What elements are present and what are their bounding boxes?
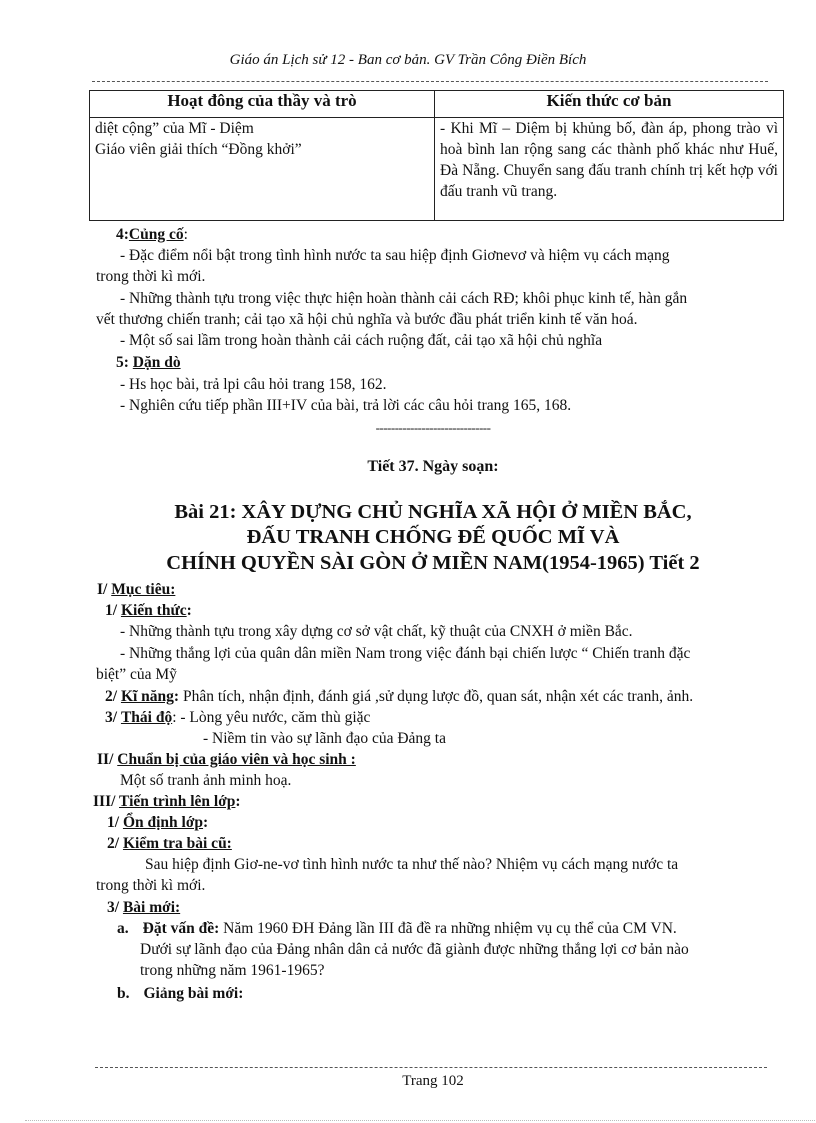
cung-co-item: - Một số sai lầm trong hoàn thành cải cách ruộng đất, cải tạo xã hội chủ nghĩa xyxy=(120,332,603,349)
dan-do-item: - Hs học bài, trả lpi câu hỏi trang 158, 162. xyxy=(120,376,387,393)
footer-rule xyxy=(95,1067,767,1068)
page-number: Trang 102 xyxy=(402,1073,464,1089)
cung-co-item: trong thời kì mới. xyxy=(96,268,206,285)
cung-co-item: - Những thành tựu trong việc thực hiện hoàn thành cải cách RĐ; khôi phục kinh tế, hàn gắn xyxy=(120,290,688,307)
col1-line: Giáo viên giải thích “Đồng khởi” xyxy=(95,141,302,158)
dan-do-item: - Nghiên cứu tiếp phần III+IV của bài, trả lời các câu hỏi trang 165, 168. xyxy=(120,397,572,414)
thai-do-line-2: - Niềm tin vào sự lãnh đạo của Đảng ta xyxy=(203,730,446,747)
lesson-table xyxy=(89,90,784,221)
section2-heading: II/ Chuẩn bị của giáo viên và học sinh : xyxy=(97,751,356,768)
dan-do-heading: 5: Dặn dò xyxy=(116,354,181,371)
cung-co-item: vết thương chiến tranh; cải tạo xã hội chủ nghĩa và bước đầu phát triển kinh tế văn hoá. xyxy=(96,311,638,328)
section-separator: ------------------------------ xyxy=(375,420,491,435)
kien-thuc-item: - Những thắng lợi của quân dân miền Nam trong việc đánh bại chiến lược “ Chiến tranh đặc xyxy=(120,645,691,662)
section3-heading: III/ Tiến trình lên lớp: xyxy=(93,793,241,810)
page-header: Giáo án Lịch sử 12 - Ban cơ bản. GV Trần Công Điền Bích xyxy=(229,52,587,68)
kiem-tra-line: Sau hiệp định Giơ-ne-vơ tình hình nước ta như thế nào? Nhiệm vụ cách mạng nước ta xyxy=(145,856,679,873)
col2-header: Kiến thức cơ bản xyxy=(435,91,784,118)
thai-do-line: 3/ Thái độ: - Lòng yêu nước, căm thù giặc xyxy=(105,709,371,726)
cung-co-item: - Đặc điểm nổi bật trong tình hình nước ta sau hiệp định Giơnevơ và hiệm vụ cách mạng xyxy=(120,247,670,264)
bai-moi-heading: 3/ Bài mới: xyxy=(107,899,181,916)
giang-bai-moi-heading: b. Giảng bài mới: xyxy=(117,985,244,1002)
col1-line: diệt cộng” của Mĩ - Diệm xyxy=(95,120,254,137)
header-rule xyxy=(92,81,768,82)
dat-van-de-line: a. Đặt vấn đề: Năm 1960 ĐH Đảng lần III đã đề ra những nhiệm vụ cụ thể của CM VN. xyxy=(117,920,677,937)
kiem-tra-line: trong thời kì mới. xyxy=(96,877,206,894)
lesson-title-line: ĐẤU TRANH CHỐNG ĐẾ QUỐC MĨ VÀ xyxy=(246,526,620,548)
kien-thuc-item: biệt” của Mỹ xyxy=(96,666,177,683)
ki-nang-line: 2/ Kĩ năng: Phân tích, nhận định, đánh giá ,sử dụng lược đồ, quan sát, nhận xét các tranh, ảnh. xyxy=(105,688,694,705)
section2-text: Một số tranh ảnh minh hoạ. xyxy=(120,772,292,789)
col1-header: Hoạt đông của thầy và trò xyxy=(90,91,435,118)
kien-thuc-heading: 1/ Kiến thức: xyxy=(105,602,192,619)
lesson-title-line: Bài 21: XÂY DỰNG CHỦ NGHĨA XÃ HỘI Ở MIỀN BẮC, xyxy=(174,501,692,523)
lesson-period: Tiết 37. Ngày soạn: xyxy=(367,458,499,475)
bottom-border xyxy=(25,1120,815,1121)
cung-co-heading: 4:Củng cố: xyxy=(116,226,188,243)
col1-cell xyxy=(90,118,435,221)
kien-thuc-item: - Những thành tựu trong xây dựng cơ sở vật chất, kỹ thuật của CNXH ở miền Bắc. xyxy=(120,623,633,640)
dat-van-de-line: Dưới sự lãnh đạo của Đảng nhân dân cả nước đã giành được những thắng lợi cơ bản nào xyxy=(140,941,689,958)
dat-van-de-line: trong những năm 1961-1965? xyxy=(140,962,325,979)
section1-heading: I/ Mục tiêu: xyxy=(97,581,176,598)
col2-cell: - Khi Mĩ – Diệm bị khủng bố, đàn áp, phong trào vì hoà bình lan rộng sang các thành phố khác như Huế, Đà Nẵng. Chuyển sang đấu tranh chính trị kết hợp với đấu tranh vũ trang. xyxy=(435,118,784,221)
kiem-tra-heading: 2/ Kiểm tra bài cũ: xyxy=(107,835,232,852)
on-dinh-heading: 1/ Ổn định lớp: xyxy=(107,814,209,831)
lesson-title-line: CHÍNH QUYỀN SÀI GÒN Ở MIỀN NAM(1954-1965) Tiết 2 xyxy=(166,552,700,574)
